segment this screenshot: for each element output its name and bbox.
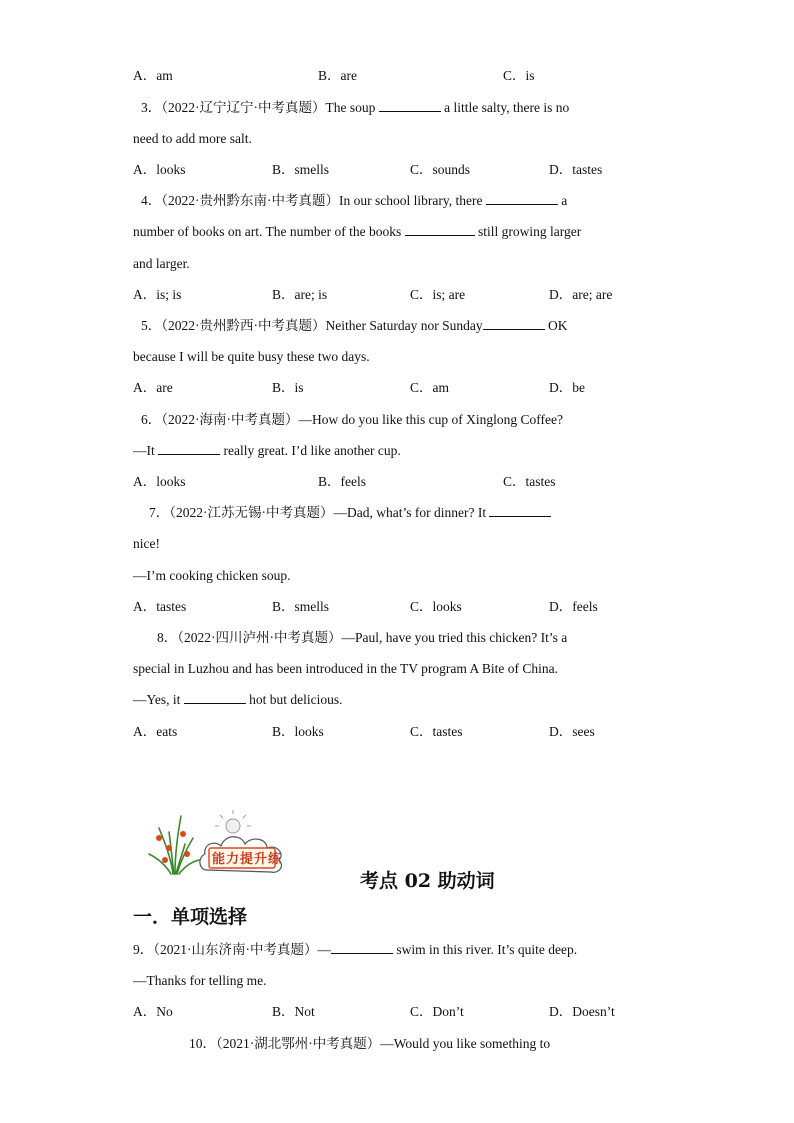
q7-option-b: B．smells (272, 599, 330, 614)
q7-text-pre: —Dad, what’s for dinner? It (333, 505, 487, 520)
q7-line2: nice! (133, 536, 160, 551)
q9-option-c: C．Don’t (410, 1004, 464, 1019)
q2-option-c: C．is (503, 68, 535, 83)
q9-text-pre: — (317, 942, 331, 957)
q4-stem (141, 192, 567, 210)
q9-option-a: A．No (133, 1004, 173, 1019)
q4-text-pre: In our school library, there (339, 193, 483, 208)
q4-line3: and larger. (133, 256, 190, 271)
q4-line2-pre: number of books on art. The number of the books (133, 224, 402, 239)
q4-text-post: a (561, 193, 568, 208)
q6-number: 6． (141, 412, 162, 427)
q3-option-c: C．sounds (410, 162, 471, 177)
q5-option-c: C．am (410, 380, 449, 395)
q8-option-a: A．eats (133, 724, 178, 739)
q4-line2 (133, 223, 581, 241)
banner-label: 能力提升练 (212, 852, 283, 867)
q6-line2 (133, 442, 401, 460)
q4-option-d: D．are; are (549, 287, 613, 302)
q7-line3: —I’m cooking chicken soup. (133, 568, 291, 583)
section-heading: 一．单项选择 (133, 906, 248, 928)
ability-practice-banner (145, 808, 335, 880)
section-title: 考点 02 助动词 (360, 870, 495, 892)
q3-text-post: a little salty, there is no (444, 100, 570, 115)
q5-text-post: OK (547, 318, 568, 333)
q10-text: —Would you like something to (380, 1036, 551, 1051)
q5-option-b: B．is (272, 380, 304, 395)
q5-number: 5． (141, 318, 162, 333)
q2-option-a: A．am (133, 68, 173, 83)
q7-number: 7． (149, 505, 170, 520)
q7-stem (149, 504, 551, 522)
q9-option-d: D．Doesn’t (549, 1004, 615, 1019)
q4-option-a: A．is; is (133, 287, 182, 302)
q3-source: （2022·辽宁辽宁·中考真题） (161, 100, 326, 115)
q9-line2: —Thanks for telling me. (133, 973, 267, 988)
q8-line3 (133, 691, 343, 709)
q4-line2-post: still growing larger (477, 224, 582, 239)
q9-stem (133, 941, 577, 959)
q3-stem (141, 99, 569, 117)
q7-option-d: D．feels (549, 599, 598, 614)
q3-option-b: B．smells (272, 162, 330, 177)
q9-option-b: B．Not (272, 1004, 315, 1019)
q3-number: 3． (141, 100, 162, 115)
q4-number: 4． (141, 193, 162, 208)
q7-option-a: A．tastes (133, 599, 187, 614)
q8-stem (157, 629, 567, 647)
q4-blank-1 (486, 192, 558, 205)
q7-option-c: C．looks (410, 599, 462, 614)
q3-line2: need to add more salt. (133, 131, 252, 146)
q8-line2: special in Luzhou and has been introduced in the TV program A Bite of China. (133, 661, 559, 676)
q3-blank (379, 99, 441, 112)
q6-stem (141, 411, 563, 429)
q2-option-b: B．are (318, 68, 357, 83)
q4-blank-2 (405, 223, 475, 236)
q8-source: （2022·四川泸州·中考真题） (177, 630, 342, 645)
q8-option-c: C．tastes (410, 724, 463, 739)
q6-option-b: B．feels (318, 474, 366, 489)
q6-line2-pre: —It (133, 443, 155, 458)
q8-line3-pre: —Yes, it (133, 692, 181, 707)
q4-option-b: B．are; is (272, 287, 328, 302)
q9-source: （2021·山东济南·中考真题） (153, 942, 318, 957)
q10-source: （2021·湖北鄂州·中考真题） (216, 1036, 381, 1051)
q6-option-c: C．tastes (503, 474, 556, 489)
q8-number: 8． (157, 630, 178, 645)
q5-blank (483, 317, 545, 330)
q3-text-pre: The soup (325, 100, 376, 115)
q8-line3-post: hot but delicious. (249, 692, 343, 707)
q3-option-a: A．looks (133, 162, 186, 177)
q6-source: （2022·海南·中考真题） (161, 412, 299, 427)
q6-text: —How do you like this cup of Xinglong Coffee? (298, 412, 563, 427)
q6-option-a: A．looks (133, 474, 186, 489)
q10-stem (189, 1035, 550, 1053)
q7-blank (489, 504, 551, 517)
q9-blank (331, 941, 393, 954)
q6-line2-post: really great. I’d like another cup. (223, 443, 401, 458)
q8-option-d: D．sees (549, 724, 595, 739)
q7-source: （2022·江苏无锡·中考真题） (169, 505, 334, 520)
q4-source: （2022·贵州黔东南·中考真题） (161, 193, 339, 208)
q5-text-pre: Neither Saturday nor Sunday (325, 318, 483, 333)
q8-text: —Paul, have you tried this chicken? It’s a (341, 630, 568, 645)
q5-stem (141, 317, 567, 335)
q3-option-d: D．tastes (549, 162, 603, 177)
q9-number: 9． (133, 942, 154, 957)
q5-source: （2022·贵州黔西·中考真题） (161, 318, 326, 333)
q10-number: 10． (189, 1036, 216, 1051)
q5-option-a: A．are (133, 380, 173, 395)
q8-option-b: B．looks (272, 724, 324, 739)
q8-blank (184, 691, 246, 704)
plant-illustration-icon (145, 808, 335, 880)
q4-option-c: C．is; are (410, 287, 466, 302)
q6-blank (158, 442, 220, 455)
q5-option-d: D．be (549, 380, 585, 395)
q5-line2: because I will be quite busy these two days. (133, 349, 370, 364)
q9-text-post: swim in this river. It’s quite deep. (396, 942, 578, 957)
